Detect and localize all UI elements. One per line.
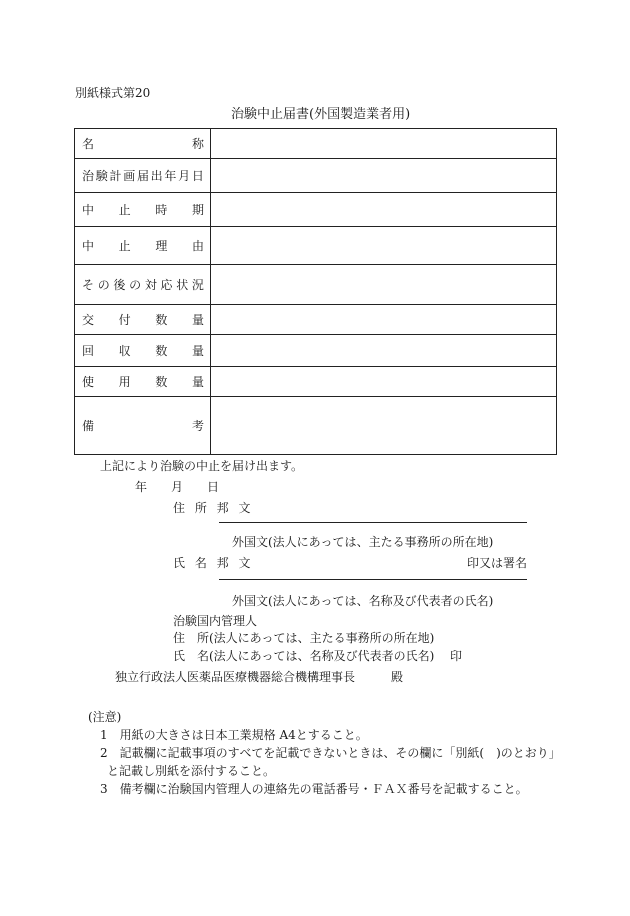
applicant-address-foreign: 外国文(法人にあっては、主たる事務所の所在地) [232,535,494,549]
table-row [75,335,557,367]
table-row [75,265,557,305]
addressee: 独立行政法人医薬品医療機器総合機構理事長 殿 [115,670,404,684]
domestic-admin-heading: 治験国内管理人 [173,614,258,628]
table-row [75,367,557,397]
seal-note: 印又は署名 [467,556,528,570]
row-value-recovered-qty[interactable] [211,335,557,367]
row-label-name [75,129,211,159]
table-row [75,305,557,335]
row-label-text: 中 止 時 期 [82,203,204,217]
applicant-name-label: 氏 名 邦 文 [173,556,251,570]
note-item: 2 記載欄に記載事項のすべてを記載できないときは、その欄に「別紙( )のとおり」 [100,746,561,760]
note-item: 3 備考欄に治験国内管理人の連絡先の電話番号・ＦＡＸ番号を記載すること。 [100,782,528,796]
row-value-stop-reason[interactable] [211,227,557,265]
date-line: 年 月 日 [135,480,220,494]
address-underline [219,522,527,523]
name-underline [219,579,527,580]
row-value-plan-date[interactable] [211,159,557,193]
row-value-used-qty[interactable] [211,367,557,397]
table-row [75,129,557,159]
row-label-used-qty [75,367,211,397]
form-number: 別紙様式第20 [75,86,151,100]
row-label-text: 中 止 理 由 [82,239,204,253]
applicant-address-label: 住 所 邦 文 [173,501,251,515]
row-value-stop-period[interactable] [211,193,557,227]
row-label-text: 名 称 [82,137,204,151]
row-label-stop-reason [75,227,211,265]
applicant-name-foreign: 外国文(法人にあっては、名称及び代表者の氏名) [232,594,494,608]
row-value-followup[interactable] [211,265,557,305]
table-row [75,159,557,193]
notes-heading: (注意) [88,710,122,724]
row-label-text: 回 収 数 量 [82,344,204,358]
row-label-text: そ の 後 の 対 応 状 況 [82,278,204,292]
row-label-plan-date [75,159,211,193]
domestic-admin-name: 氏 名(法人にあっては、名称及び代表者の氏名) 印 [173,649,463,663]
form-table [74,128,557,455]
row-value-remarks[interactable] [211,397,557,455]
table-row [75,193,557,227]
document-title: 治験中止届書(外国製造業者用) [231,107,411,122]
table-row [75,227,557,265]
row-value-name[interactable] [211,129,557,159]
row-label-text: 交 付 数 量 [82,313,204,327]
row-value-delivered-qty[interactable] [211,305,557,335]
row-label-text: 備 考 [82,419,204,433]
declaration-text: 上記により治験の中止を届け出ます。 [100,459,304,473]
row-label-recovered-qty [75,335,211,367]
table-row [75,397,557,455]
row-label-followup [75,265,211,305]
note-item: と記載し別紙を添付すること。 [107,764,276,778]
row-label-stop-period [75,193,211,227]
row-label-delivered-qty [75,305,211,335]
row-label-remarks [75,397,211,455]
note-item: 1 用紙の大きさは日本工業規格 A4とすること。 [100,728,368,742]
row-label-text: 使 用 数 量 [82,375,204,389]
row-label-text: 治 験 計 画 届 出 年 月 日 [82,169,204,183]
domestic-admin-address: 住 所(法人にあっては、主たる事務所の所在地) [173,631,435,645]
